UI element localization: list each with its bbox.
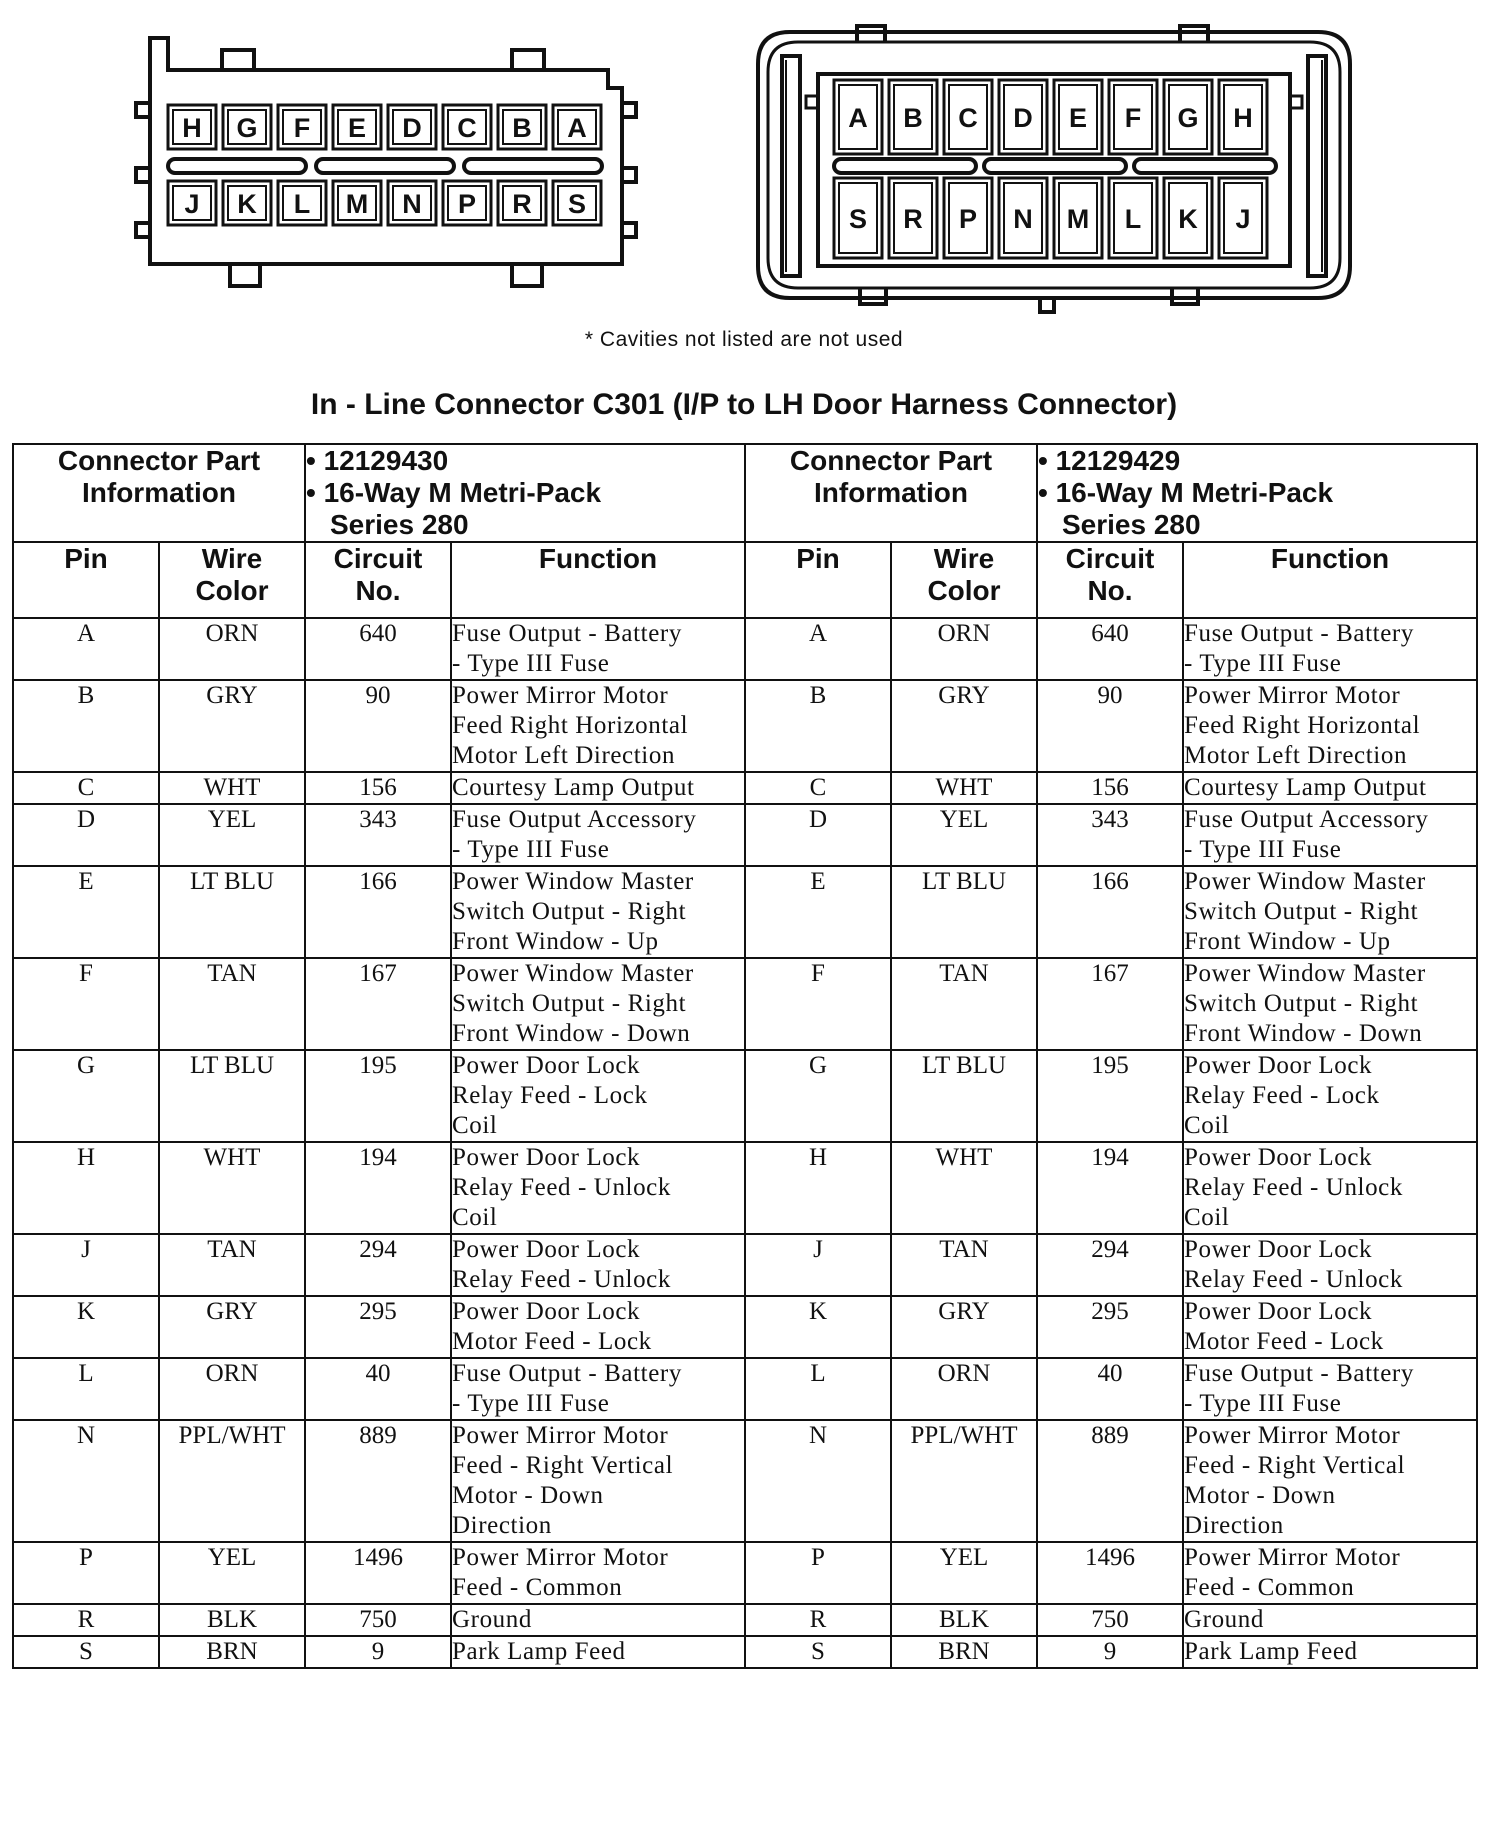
pin-cavity	[834, 80, 882, 154]
function-cell	[451, 772, 745, 804]
wire-color-cell: YEL	[891, 1542, 1037, 1604]
table-row	[13, 680, 1477, 772]
function-line: Ground	[452, 1606, 532, 1633]
function-line: Fuse Output Accessory	[1184, 806, 1429, 833]
function-line: Feed - Right Vertical	[452, 1452, 674, 1479]
function-line: Power Mirror Motor	[1184, 682, 1401, 709]
pin-label: P	[958, 204, 978, 234]
wire-color-cell: ORN	[159, 1358, 305, 1420]
function-cell	[451, 1296, 745, 1358]
wire-color-cell: GRY	[159, 680, 305, 772]
pin-label: K	[237, 189, 257, 219]
pin-label: J	[184, 189, 200, 219]
pin-label: S	[567, 189, 587, 219]
wire-color-cell: PPL/WHT	[891, 1420, 1037, 1542]
function-line: Power Window Master	[452, 868, 694, 895]
circuit-cell: 343	[1037, 804, 1183, 866]
function-cell	[1183, 804, 1477, 866]
pin-cavity	[1054, 178, 1102, 258]
table-row	[13, 1234, 1477, 1296]
pin-label: D	[1013, 103, 1033, 133]
function-line: Motor Feed - Lock	[452, 1328, 652, 1355]
function-cell	[1183, 1420, 1477, 1542]
function-line: Coil	[1184, 1204, 1230, 1231]
pin-label: B	[512, 113, 532, 143]
circuit-cell: 40	[1037, 1358, 1183, 1420]
header-pin: Pin	[13, 542, 159, 618]
function-line: - Type III Fuse	[1184, 836, 1342, 863]
function-line: - Type III Fuse	[1184, 650, 1342, 677]
function-cell	[1183, 1358, 1477, 1420]
function-line: Feed - Common	[452, 1574, 623, 1601]
function-cell	[451, 1050, 745, 1142]
pin-cell: A	[745, 618, 891, 680]
function-line: Relay Feed - Unlock	[452, 1174, 671, 1201]
part-description: • 16-Way M Metri-Pack	[1038, 477, 1334, 508]
pin-label: D	[402, 113, 422, 143]
circuit-cell: 295	[1037, 1296, 1183, 1358]
circuit-cell: 166	[1037, 866, 1183, 958]
function-line: Direction	[452, 1512, 552, 1539]
pin-cavity	[1164, 178, 1212, 258]
pin-cell: N	[13, 1420, 159, 1542]
function-cell	[1183, 1234, 1477, 1296]
function-line: Power Window Master	[1184, 960, 1426, 987]
wire-color-cell: WHT	[159, 1142, 305, 1234]
pin-cell: B	[13, 680, 159, 772]
function-cell	[1183, 1296, 1477, 1358]
pin-cell: S	[745, 1636, 891, 1668]
circuit-cell: 750	[1037, 1604, 1183, 1636]
pin-cell: D	[745, 804, 891, 866]
connector-diagrams	[0, 8, 1488, 328]
pin-label: A	[848, 103, 868, 133]
pin-cell: E	[13, 866, 159, 958]
pin-cavity	[999, 178, 1047, 258]
pin-cavity	[1109, 80, 1157, 154]
function-line: Front Window - Down	[1184, 1020, 1423, 1047]
pin-label: P	[457, 189, 477, 219]
pin-label: R	[512, 189, 532, 219]
pin-label: G	[236, 113, 258, 143]
function-line: Motor - Down	[452, 1482, 604, 1509]
pin-cavity	[889, 178, 937, 258]
function-line: Fuse Output - Battery	[1184, 1360, 1414, 1387]
function-line: Power Door Lock	[452, 1236, 641, 1263]
pin-label: A	[567, 113, 587, 143]
function-line: Feed Right Horizontal	[452, 712, 689, 739]
function-line: Front Window - Up	[1184, 928, 1391, 955]
function-line: - Type III Fuse	[452, 1390, 610, 1417]
function-cell	[451, 618, 745, 680]
function-cell	[1183, 1542, 1477, 1604]
pin-cell: K	[745, 1296, 891, 1358]
table-row	[13, 866, 1477, 958]
function-line: Power Door Lock	[1184, 1236, 1373, 1263]
function-line: Power Door Lock	[1184, 1298, 1373, 1325]
pin-cavity	[944, 178, 992, 258]
pin-cell: C	[13, 772, 159, 804]
pin-cell: K	[13, 1296, 159, 1358]
circuit-cell: 9	[1037, 1636, 1183, 1668]
function-cell	[451, 958, 745, 1050]
function-line: Switch Output - Right	[452, 990, 687, 1017]
wire-color-cell: YEL	[159, 804, 305, 866]
function-cell	[451, 1604, 745, 1636]
function-line: Feed - Common	[1184, 1574, 1355, 1601]
function-cell	[451, 1636, 745, 1668]
part-number: • 12129429	[1038, 445, 1181, 476]
function-cell	[451, 1234, 745, 1296]
pin-cavity	[498, 181, 546, 225]
part-info-label-right: Connector Part Information	[745, 444, 1037, 542]
pin-cell: D	[13, 804, 159, 866]
wire-color-cell: ORN	[891, 618, 1037, 680]
wire-color-cell: WHT	[891, 772, 1037, 804]
function-line: Motor Feed - Lock	[1184, 1328, 1384, 1355]
table-row	[13, 1604, 1477, 1636]
circuit-cell: 90	[1037, 680, 1183, 772]
function-cell	[451, 1420, 745, 1542]
wire-color-cell: LT BLU	[159, 1050, 305, 1142]
function-line: Feed - Right Vertical	[1184, 1452, 1406, 1479]
pin-label: K	[1178, 204, 1198, 234]
header-wire-color: Wire Color	[891, 542, 1037, 618]
wire-color-cell: WHT	[891, 1142, 1037, 1234]
part-description: • 16-Way M Metri-Pack	[306, 477, 602, 508]
function-line: Coil	[452, 1204, 498, 1231]
function-line: - Type III Fuse	[1184, 1390, 1342, 1417]
circuit-cell: 40	[305, 1358, 451, 1420]
table-row	[13, 1542, 1477, 1604]
pin-label: N	[1013, 204, 1033, 234]
function-line: Coil	[1184, 1112, 1230, 1139]
wire-color-cell: GRY	[159, 1296, 305, 1358]
wire-color-cell: GRY	[891, 680, 1037, 772]
circuit-cell: 889	[305, 1420, 451, 1542]
function-line: Park Lamp Feed	[1184, 1638, 1358, 1665]
pin-cavity	[834, 178, 882, 258]
function-line: Relay Feed - Lock	[1184, 1082, 1380, 1109]
circuit-cell: 640	[305, 618, 451, 680]
header-function: Function	[451, 542, 745, 618]
pin-cell: A	[13, 618, 159, 680]
pin-cell: L	[13, 1358, 159, 1420]
function-line: Direction	[1184, 1512, 1284, 1539]
pin-label: G	[1177, 103, 1199, 133]
pin-cell: J	[13, 1234, 159, 1296]
function-line: Power Mirror Motor	[452, 682, 669, 709]
footnote: * Cavities not listed are not used	[584, 328, 904, 351]
header-circuit: Circuit No.	[305, 542, 451, 618]
left-connector	[136, 38, 636, 286]
header-pin: Pin	[745, 542, 891, 618]
function-cell	[1183, 618, 1477, 680]
pin-cavity	[553, 105, 601, 149]
wire-color-cell: TAN	[891, 958, 1037, 1050]
wire-color-cell: YEL	[891, 804, 1037, 866]
table-row	[13, 1636, 1477, 1668]
wire-color-cell: BRN	[891, 1636, 1037, 1668]
function-line: Switch Output - Right	[452, 898, 687, 925]
function-line: Relay Feed - Lock	[452, 1082, 648, 1109]
pin-cavity	[388, 181, 436, 225]
circuit-cell: 195	[1037, 1050, 1183, 1142]
pin-label: H	[182, 113, 202, 143]
pin-cell: H	[745, 1142, 891, 1234]
pin-label: L	[293, 189, 311, 219]
function-line: Park Lamp Feed	[452, 1638, 626, 1665]
pin-cavity	[388, 105, 436, 149]
function-line: Power Mirror Motor	[1184, 1544, 1401, 1571]
circuit-cell: 295	[305, 1296, 451, 1358]
circuit-cell: 194	[305, 1142, 451, 1234]
function-line: Fuse Output - Battery	[1184, 620, 1414, 647]
circuit-cell: 640	[1037, 618, 1183, 680]
circuit-cell: 750	[305, 1604, 451, 1636]
wire-color-cell: BLK	[159, 1604, 305, 1636]
function-line: - Type III Fuse	[452, 650, 610, 677]
pin-cell: F	[13, 958, 159, 1050]
pin-cell: F	[745, 958, 891, 1050]
wire-color-cell: BLK	[891, 1604, 1037, 1636]
function-line: Coil	[452, 1112, 498, 1139]
function-line: Power Door Lock	[452, 1144, 641, 1171]
pin-cavity	[1054, 80, 1102, 154]
pin-label: E	[347, 113, 367, 143]
pin-label: C	[457, 113, 477, 143]
circuit-cell: 167	[305, 958, 451, 1050]
wire-color-cell: TAN	[159, 1234, 305, 1296]
pin-label: M	[1066, 204, 1090, 234]
pin-cavity	[498, 105, 546, 149]
header-circuit: Circuit No.	[1037, 542, 1183, 618]
function-line: Courtesy Lamp Output	[1184, 774, 1427, 801]
pin-cavity	[944, 80, 992, 154]
table-row	[13, 1050, 1477, 1142]
part-series: Series 280	[1062, 509, 1201, 540]
pin-cell: S	[13, 1636, 159, 1668]
function-line: Relay Feed - Unlock	[1184, 1266, 1403, 1293]
pin-cavity	[223, 105, 271, 149]
function-line: Relay Feed - Unlock	[452, 1266, 671, 1293]
function-line: Fuse Output Accessory	[452, 806, 697, 833]
pin-cavity	[1219, 80, 1267, 154]
header-function: Function	[1183, 542, 1477, 618]
pin-cavity	[1164, 80, 1212, 154]
pin-cell: R	[745, 1604, 891, 1636]
circuit-cell: 90	[305, 680, 451, 772]
table-row	[13, 1358, 1477, 1420]
function-line: Ground	[1184, 1606, 1264, 1633]
pin-label: R	[903, 204, 923, 234]
function-cell	[451, 866, 745, 958]
function-cell	[1183, 1050, 1477, 1142]
pin-cell: R	[13, 1604, 159, 1636]
circuit-cell: 294	[1037, 1234, 1183, 1296]
pin-cavity	[333, 105, 381, 149]
table-row	[13, 1296, 1477, 1358]
wire-color-cell: BRN	[159, 1636, 305, 1668]
wire-color-cell: PPL/WHT	[159, 1420, 305, 1542]
pin-cell: B	[745, 680, 891, 772]
function-line: Fuse Output - Battery	[452, 620, 682, 647]
page-title: In - Line Connector C301 (I/P to LH Door Harness Connector)	[310, 388, 1178, 421]
circuit-cell: 9	[305, 1636, 451, 1668]
pin-cell: L	[745, 1358, 891, 1420]
part-info-row	[13, 444, 1477, 542]
wire-color-cell: TAN	[891, 1234, 1037, 1296]
pin-cell: P	[13, 1542, 159, 1604]
pin-cavity	[333, 181, 381, 225]
function-line: - Type III Fuse	[452, 836, 610, 863]
function-line: Power Door Lock	[452, 1052, 641, 1079]
function-line: Power Door Lock	[452, 1298, 641, 1325]
pin-label: J	[1235, 204, 1251, 234]
pin-label: H	[1233, 103, 1253, 133]
part-info-value-right	[1037, 444, 1477, 542]
function-cell	[1183, 958, 1477, 1050]
table-row	[13, 772, 1477, 804]
pin-cavity	[1109, 178, 1157, 258]
function-line: Power Door Lock	[1184, 1052, 1373, 1079]
circuit-cell: 1496	[1037, 1542, 1183, 1604]
wire-color-cell: LT BLU	[891, 866, 1037, 958]
function-line: Motor Left Direction	[452, 742, 676, 769]
left-connector-top-pins	[168, 105, 601, 149]
function-cell	[451, 1542, 745, 1604]
pin-label: C	[958, 103, 978, 133]
function-line: Relay Feed - Unlock	[1184, 1174, 1403, 1201]
pin-cavity	[278, 181, 326, 225]
function-cell	[1183, 772, 1477, 804]
pin-label: M	[345, 189, 369, 219]
pin-label: F	[293, 113, 311, 143]
wire-color-cell: ORN	[159, 618, 305, 680]
function-line: Power Window Master	[452, 960, 694, 987]
table-row	[13, 804, 1477, 866]
function-cell	[451, 1142, 745, 1234]
part-series: Series 280	[330, 509, 469, 540]
circuit-cell: 294	[305, 1234, 451, 1296]
circuit-cell: 1496	[305, 1542, 451, 1604]
table-row	[13, 1142, 1477, 1234]
function-line: Front Window - Down	[452, 1020, 691, 1047]
pin-cell: N	[745, 1420, 891, 1542]
function-cell	[1183, 680, 1477, 772]
function-line: Motor Left Direction	[1184, 742, 1408, 769]
function-cell	[1183, 866, 1477, 958]
pin-label: S	[848, 204, 868, 234]
function-cell	[1183, 1636, 1477, 1668]
pin-cavity	[553, 181, 601, 225]
pin-cell: G	[745, 1050, 891, 1142]
pin-cell: H	[13, 1142, 159, 1234]
function-line: Motor - Down	[1184, 1482, 1336, 1509]
circuit-cell: 156	[305, 772, 451, 804]
right-connector-bottom-pins	[834, 178, 1267, 258]
pin-cavity	[999, 80, 1047, 154]
pin-cavity	[278, 105, 326, 149]
function-line: Power Mirror Motor	[452, 1544, 669, 1571]
function-line: Feed Right Horizontal	[1184, 712, 1421, 739]
pin-cavity	[889, 80, 937, 154]
part-info-value-left	[305, 444, 745, 542]
pin-cell: P	[745, 1542, 891, 1604]
function-line: Power Door Lock	[1184, 1144, 1373, 1171]
wire-color-cell: WHT	[159, 772, 305, 804]
function-line: Front Window - Up	[452, 928, 659, 955]
circuit-cell: 194	[1037, 1142, 1183, 1234]
pin-cell: J	[745, 1234, 891, 1296]
function-cell	[451, 680, 745, 772]
pin-label: B	[903, 103, 923, 133]
table-row	[13, 618, 1477, 680]
pin-label: F	[1124, 103, 1142, 133]
right-connector	[758, 26, 1350, 312]
function-line: Switch Output - Right	[1184, 898, 1419, 925]
pin-cell: G	[13, 1050, 159, 1142]
table-row	[13, 958, 1477, 1050]
wire-color-cell: ORN	[891, 1358, 1037, 1420]
pin-cavity	[168, 105, 216, 149]
pin-cavity	[443, 181, 491, 225]
function-line: Courtesy Lamp Output	[452, 774, 695, 801]
function-cell	[451, 1358, 745, 1420]
part-info-label-left: Connector Part Information	[13, 444, 305, 542]
pin-rows	[13, 618, 1477, 1668]
wire-color-cell: YEL	[159, 1542, 305, 1604]
circuit-cell: 166	[305, 866, 451, 958]
wire-color-cell: LT BLU	[891, 1050, 1037, 1142]
connector-pinout-table	[12, 443, 1478, 1669]
wire-color-cell: LT BLU	[159, 866, 305, 958]
right-connector-top-pins	[834, 80, 1267, 154]
circuit-cell: 889	[1037, 1420, 1183, 1542]
function-line: Power Mirror Motor	[452, 1422, 669, 1449]
pin-label: E	[1068, 103, 1088, 133]
pin-cell: E	[745, 866, 891, 958]
column-header-row	[13, 542, 1477, 618]
circuit-cell: 343	[305, 804, 451, 866]
function-line: Switch Output - Right	[1184, 990, 1419, 1017]
function-cell	[1183, 1142, 1477, 1234]
pin-cavity	[1219, 178, 1267, 258]
function-line: Fuse Output - Battery	[452, 1360, 682, 1387]
wire-color-cell: TAN	[159, 958, 305, 1050]
header-wire-color: Wire Color	[159, 542, 305, 618]
left-connector-bottom-pins	[168, 181, 601, 225]
pin-cavity	[223, 181, 271, 225]
pin-cavity	[443, 105, 491, 149]
pin-label: L	[1124, 204, 1142, 234]
table-row	[13, 1420, 1477, 1542]
part-number: • 12129430	[306, 445, 449, 476]
function-cell	[1183, 1604, 1477, 1636]
function-line: Power Mirror Motor	[1184, 1422, 1401, 1449]
circuit-cell: 167	[1037, 958, 1183, 1050]
pin-cavity	[168, 181, 216, 225]
circuit-cell: 195	[305, 1050, 451, 1142]
function-cell	[451, 804, 745, 866]
pin-label: N	[402, 189, 422, 219]
pin-cell: C	[745, 772, 891, 804]
circuit-cell: 156	[1037, 772, 1183, 804]
wire-color-cell: GRY	[891, 1296, 1037, 1358]
function-line: Power Window Master	[1184, 868, 1426, 895]
